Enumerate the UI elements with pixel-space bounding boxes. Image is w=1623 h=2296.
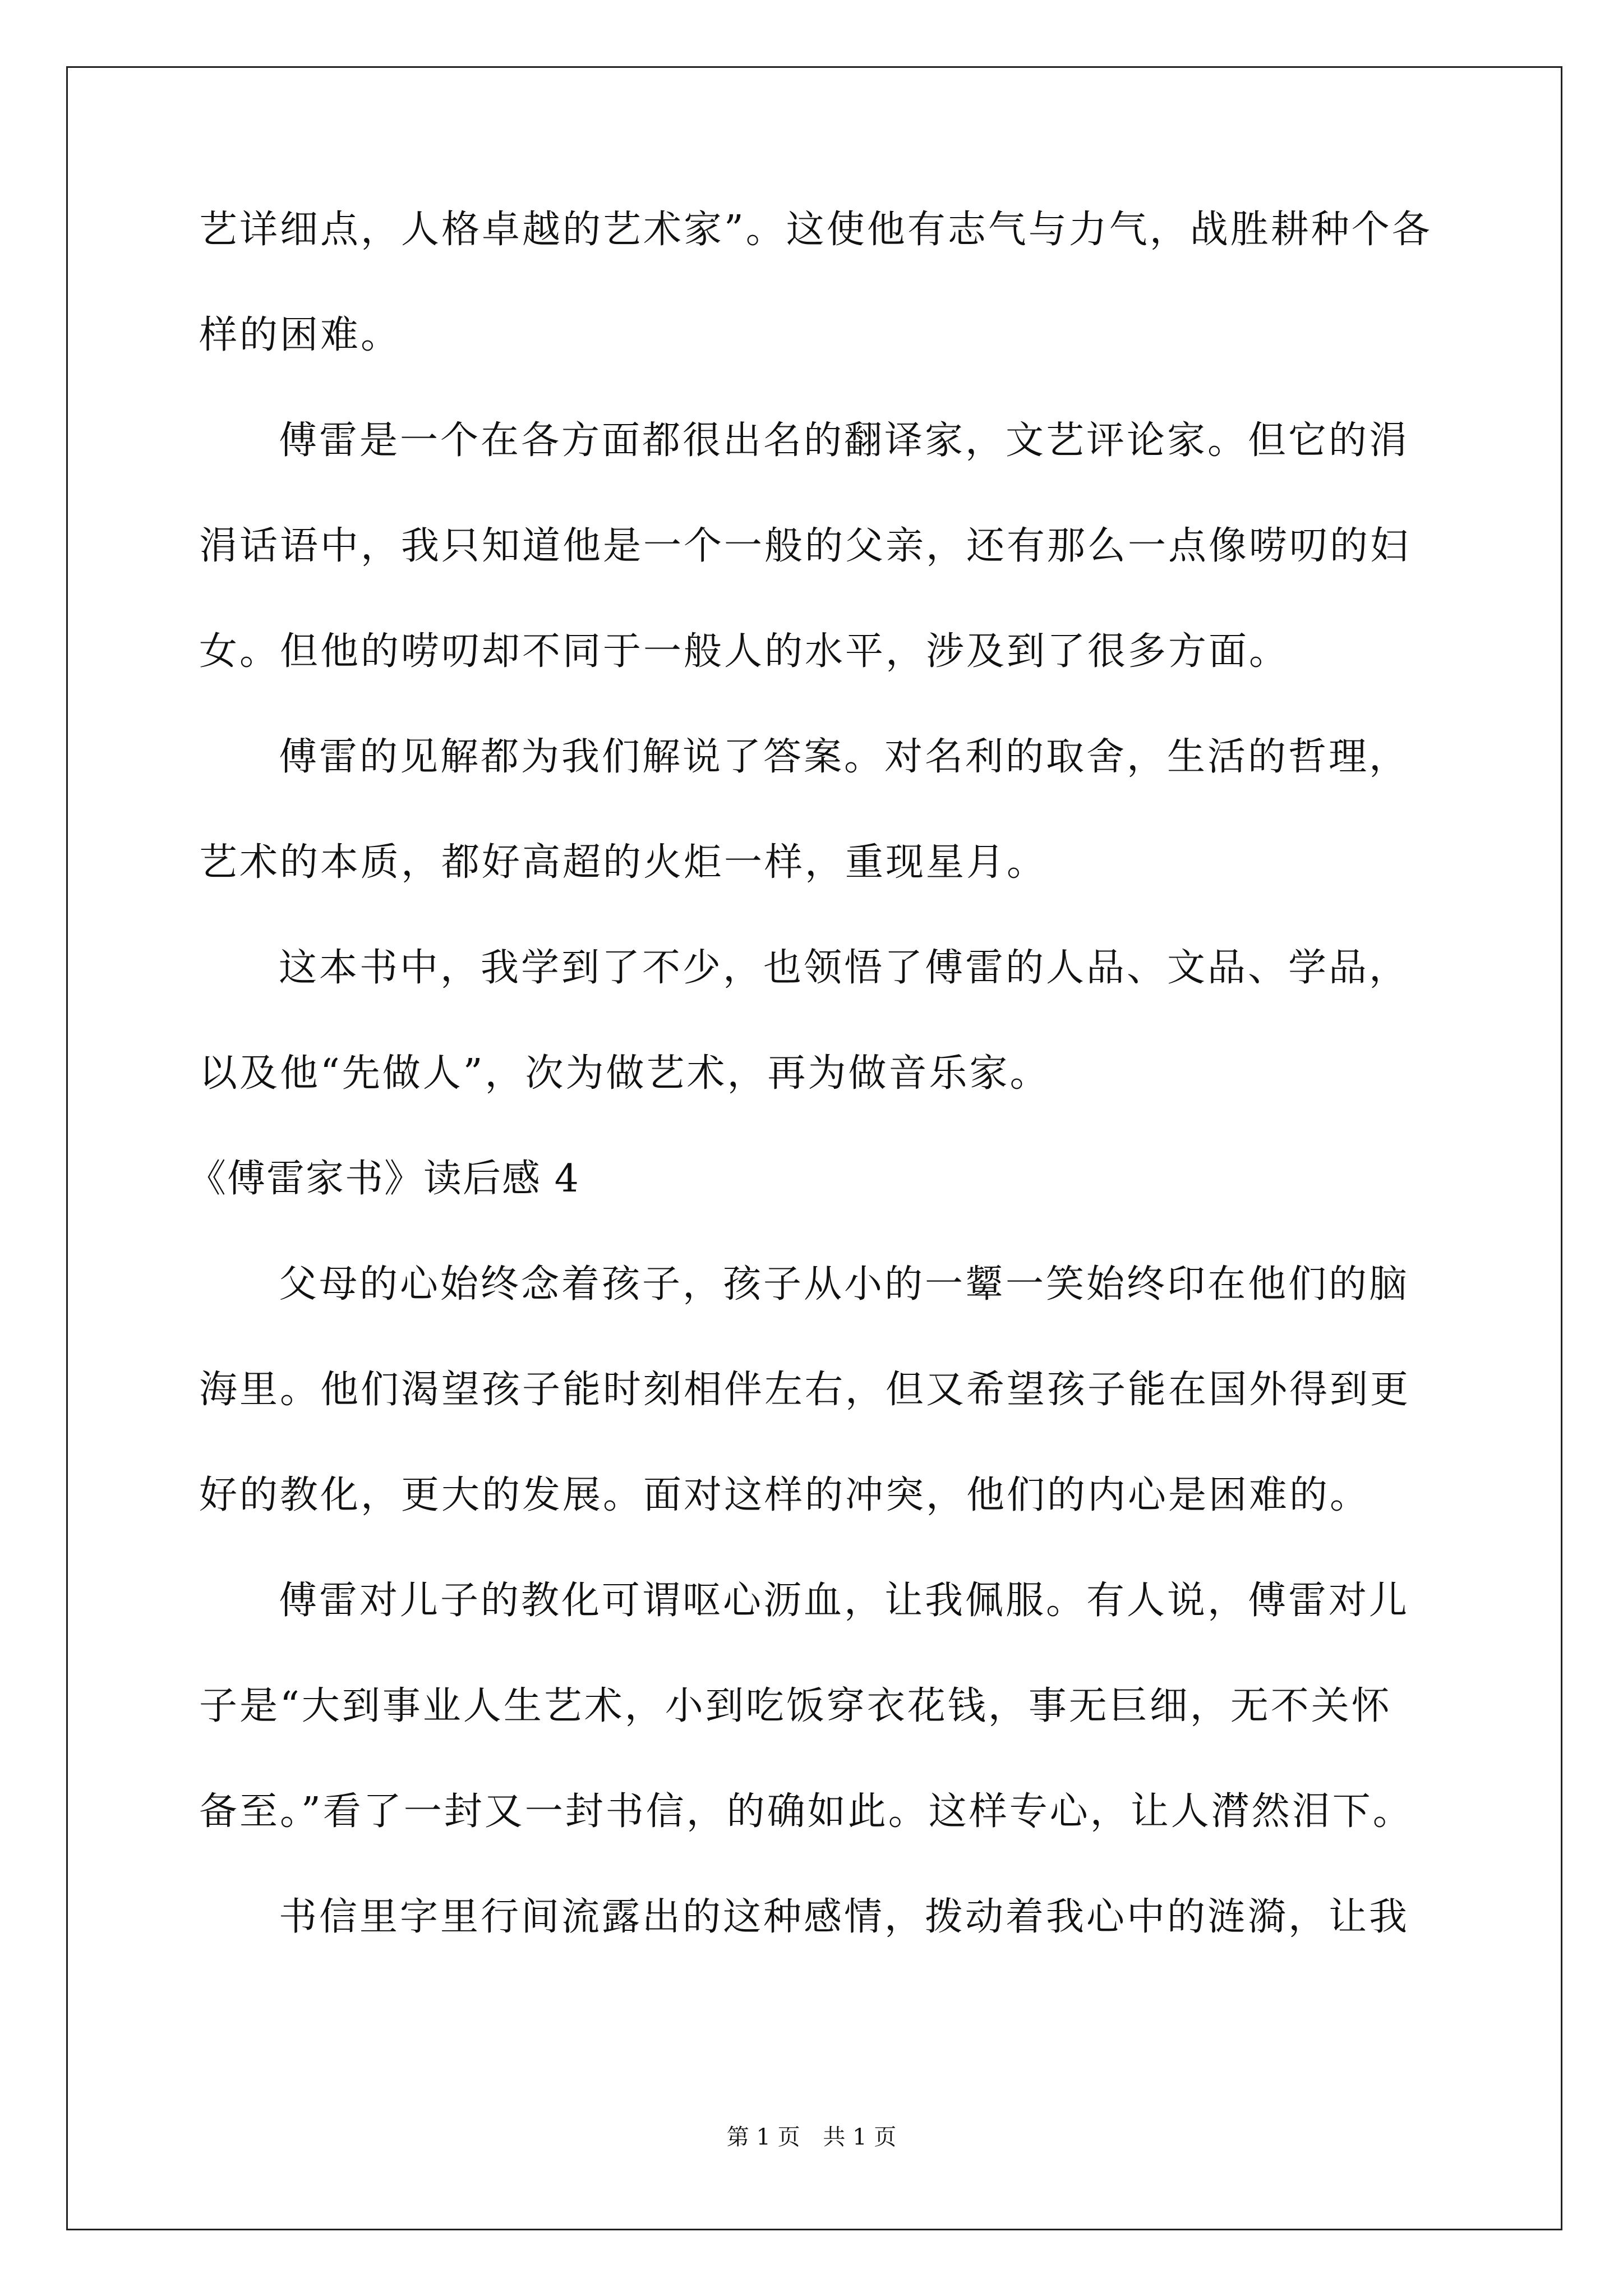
paragraph-line: 女。但他的唠叨却不同于一般人的水平，涉及到了很多方面。 xyxy=(199,629,1290,674)
paragraph-line: 书信里字里行间流露出的这种感情，拨动着我心中的涟漪，让我 xyxy=(279,1895,1410,1939)
paragraph-line: 父母的心始终念着孩子，孩子从小的一颦一笑始终印在他们的脑 xyxy=(279,1262,1410,1306)
paragraph-line: 以及他“先做人”，次为做艺术，再为做音乐家。 xyxy=(199,1051,1050,1096)
section-heading: 《傅雷家书》读后感 4 xyxy=(188,1157,580,1201)
page-total: 共 1 页 xyxy=(823,2124,897,2150)
paragraph-line: 艺术的本质，都好高超的火炬一样，重现星月。 xyxy=(199,840,1048,885)
paragraph-line: 海里。他们渴望孩子能时刻相伴左右，但又希望孩子能在国外得到更 xyxy=(199,1368,1411,1412)
paragraph-line: 傅雷是一个在各方面都很出名的翻译家，文艺评论家。但它的涓 xyxy=(279,418,1410,463)
paragraph-line: 傅雷的见解都为我们解说了答案。对名利的取舍，生活的哲理， xyxy=(279,735,1410,779)
paragraph-line: 傅雷对儿子的教化可谓呕心沥血，让我佩服。有人说，傅雷对儿 xyxy=(279,1579,1410,1623)
paragraph-line: 好的教化，更大的发展。面对这样的冲突，他们的内心是困难的。 xyxy=(199,1473,1371,1517)
paragraph-line: 备至。”看了一封又一封书信，的确如此。这样专心，让人潸然泪下。 xyxy=(199,1789,1413,1834)
paragraph-line: 涓话语中，我只知道他是一个一般的父亲，还有那么一点像唠叨的妇 xyxy=(199,524,1411,568)
paragraph-line: 子是“大到事业人生艺术，小到吃饭穿衣花钱，事无巨细，无不关怀 xyxy=(199,1684,1392,1728)
paragraph-line: 样的困难。 xyxy=(199,313,402,357)
page-footer xyxy=(0,2120,1623,2154)
paragraph-line: 这本书中，我学到了不少，也领悟了傅雷的人品、文品、学品， xyxy=(279,946,1410,990)
paragraph-line: 艺详细点，人格卓越的艺术家”。这使他有志气与力气，战胜耕种个各 xyxy=(199,208,1432,252)
document-body xyxy=(188,202,1455,1995)
page-number: 第 1 页 xyxy=(726,2124,800,2150)
